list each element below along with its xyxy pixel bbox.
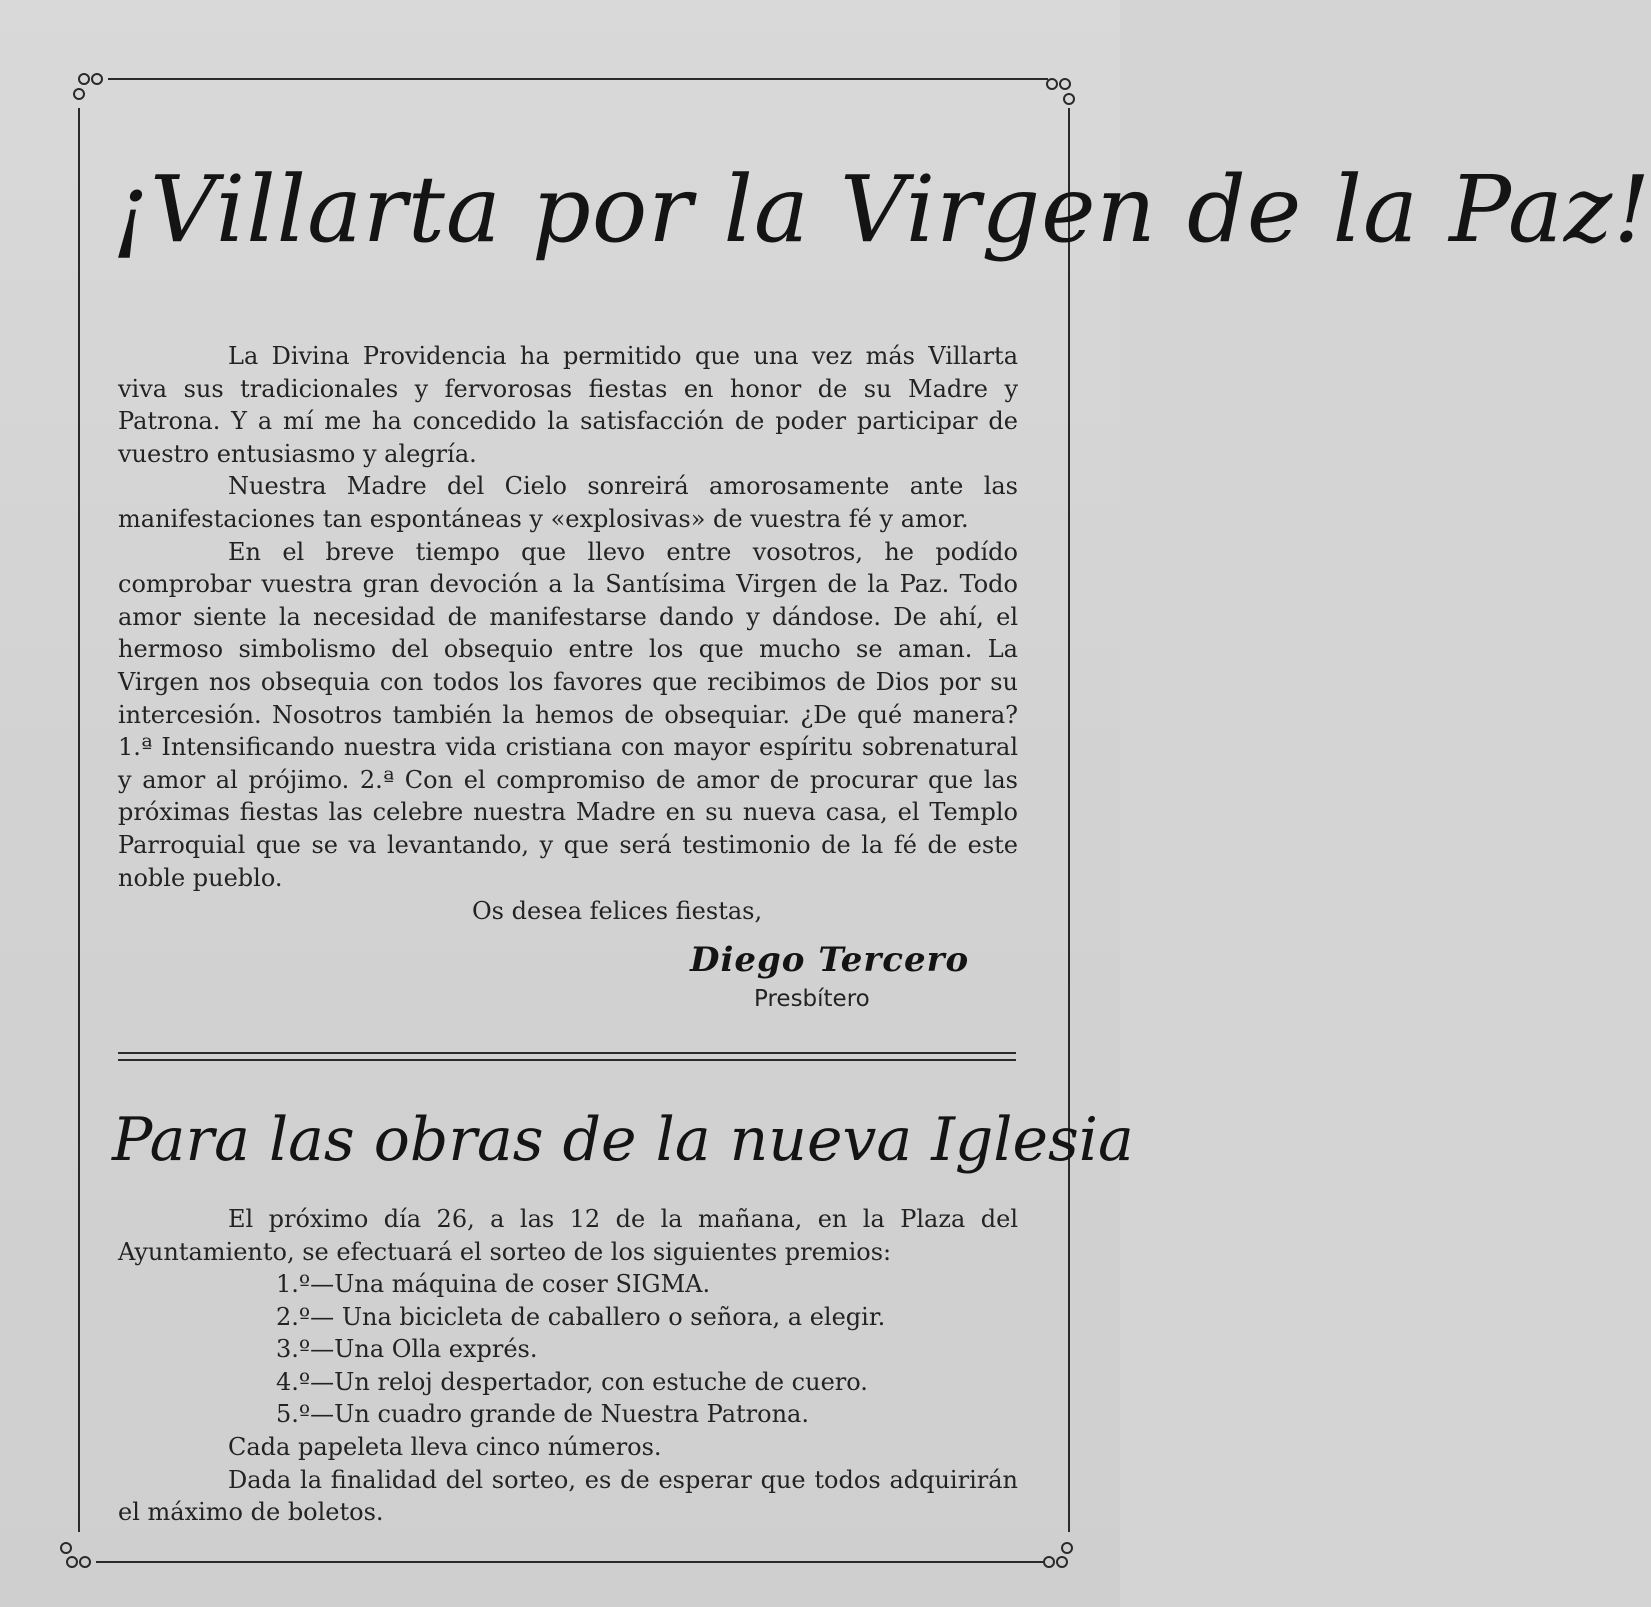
letter-body	[118, 340, 1018, 894]
letter-closing: Os desea felices fiestas,	[472, 897, 763, 925]
section-divider	[118, 1059, 1016, 1061]
section-title: Para las obras de la nueva Iglesia	[112, 1105, 1134, 1175]
list-item: 5.º—Un cuadro grande de Nuestra Patrona.	[276, 1400, 809, 1429]
raffle-note: Cada papeleta lleva cinco números.	[228, 1433, 662, 1461]
list-item: 3.º—Una Olla exprés.	[276, 1335, 538, 1364]
raffle-intro-text: El próximo día 26, a las 12 de la mañana, en la Plaza del Ayuntamiento, se efectuará el sorteo de los siguientes premios:	[118, 1205, 1018, 1266]
raffle-notes	[118, 1431, 1018, 1529]
letter-paragraph: La Divina Providencia ha permitido que una vez más Villarta viva sus tradicionales y fervorosas fiestas en honor de su Madre y Patrona. Y a mí me ha concedido la satisfacción de poder participar de vuestro entusiasmo y alegría.	[118, 342, 1018, 468]
list-item: 4.º—Un reloj despertador, con estuche de cuero.	[276, 1367, 868, 1396]
letter-paragraph: En el breve tiempo que llevo entre vosotros, he podído comprobar vuestra gran devoción a la Santísima Virgen de la Paz. Todo amor siente la necesidad de manifestarse dando y dándose. De ahí, el hermoso simbolismo del obsequio entre los que mucho se aman. La Virgen nos obsequia con todos los favores que recibimos de Dios por su intercesión. Nosotros también la hemos de obsequiar. ¿De qué manera? 1.ª Intensificando nuestra vida cristiana con mayor espíritu sobrenatural y amor al prójimo. 2.ª Con el compromiso de amor de procurar que las próximas fiestas las celebre nuestra Madre en su nueva casa, el Templo Parroquial que se va levantando, y que será testimonio de la fé de este noble pueblo.	[118, 537, 1018, 892]
page-title: ¡Villarta por la Virgen de la Paz!	[112, 156, 1651, 263]
raffle-intro	[118, 1203, 1018, 1268]
raffle-note: Dada la finalidad del sorteo, es de esperar que todos adquirirán el máximo de boletos.	[118, 1465, 1018, 1527]
list-item: 1.º—Una máquina de coser SIGMA.	[276, 1270, 711, 1298]
signer-role: Presbítero	[754, 986, 870, 1012]
letter-paragraph: Nuestra Madre del Cielo sonreirá amorosamente ante las manifestaciones tan espontáneas y «explosivas» de vuestra fé y amor.	[118, 472, 1018, 533]
list-item: 2.º— Una bicicleta de caballero o señora, a elegir.	[276, 1302, 886, 1331]
section-divider	[118, 1052, 1016, 1054]
prize-list	[276, 1268, 885, 1431]
signature: Diego Tercero	[690, 940, 970, 980]
